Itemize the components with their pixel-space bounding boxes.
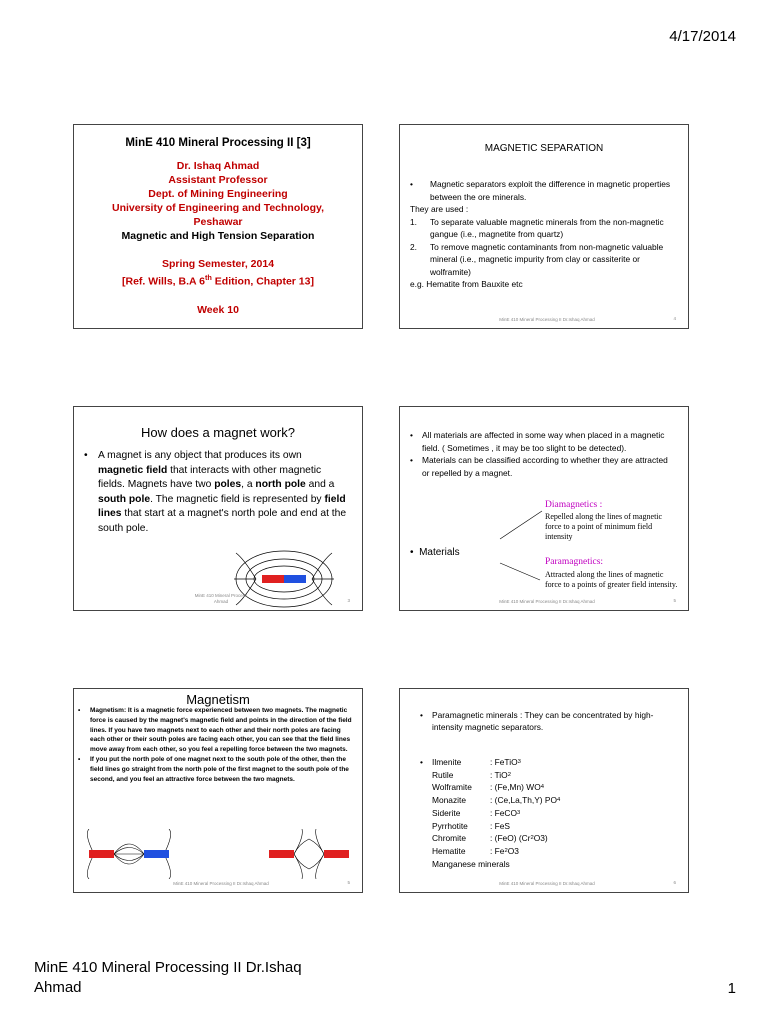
list-item: Monazite : (Ce,La,Th,Y) PO 4 bbox=[432, 795, 561, 806]
slide-magnetic-separation bbox=[399, 124, 689, 329]
list-item: Siderite : FeCO 3 bbox=[432, 807, 521, 818]
slide-footer: MinE 410 Mineral Process Ahmad bbox=[194, 593, 248, 604]
paramagnetics-title: Paramagnetics: bbox=[545, 557, 604, 567]
slide-footer: MinE 410 Mineral Processing II Dr.Ishaq Ahmad bbox=[499, 881, 595, 886]
topic: Magnetic and High Tension Separation bbox=[121, 230, 315, 242]
university-line2: Peshawar bbox=[193, 216, 243, 228]
slide-number: 4 bbox=[673, 316, 676, 321]
list-item: • If you put the north pole of one magnet next to the south pole of the other, then the field lines go straight from the north pole of the first magnet to the south pole of the second, and you feel an attractive force between the two magnets. bbox=[78, 755, 349, 783]
used-label: They are used : bbox=[410, 204, 469, 214]
page-number: 1 bbox=[727, 980, 736, 997]
list-item: • A magnet is any object that produces its own magnetic field that interacts with other magnetic fields. Magnets have two poles, a north pole and a south pole. The magnetic field is represented by field lines that start at a magnet's north pole and end at the south pole. bbox=[84, 450, 347, 534]
slide-how-magnet-works bbox=[73, 406, 363, 611]
list-item: • Materials can be classified according to whether they are attracted or repelled by a magnet. bbox=[410, 455, 668, 478]
slide1-title: MinE 410 Mineral Processing II [3] bbox=[125, 137, 311, 149]
university-line1: University of Engineering and Technology, bbox=[112, 202, 324, 214]
list-item: Manganese minerals bbox=[432, 858, 510, 869]
mineral-list bbox=[420, 756, 560, 870]
slide-footer: MinE 410 Mineral Processing II Dr.Ishaq Ahmad bbox=[173, 881, 269, 886]
slide3-title: How does a magnet work? bbox=[141, 425, 295, 440]
attract-diagram bbox=[84, 829, 174, 879]
list-item: • Ilmenite : FeTiO 3 bbox=[420, 757, 521, 767]
list-item: Pyrrhotite : FeS bbox=[432, 820, 511, 831]
repel-diagram bbox=[264, 829, 354, 879]
slide5-title: Magnetism bbox=[186, 692, 250, 707]
author: Dr. Ishaq Ahmad bbox=[176, 160, 260, 172]
list-item: Hematite : Fe 2 O3 bbox=[432, 845, 519, 856]
slide-number: 5 bbox=[347, 880, 350, 885]
position: Assistant Professor bbox=[168, 174, 268, 186]
slide-materials bbox=[399, 406, 689, 611]
list-item: Chromite : (FeO) (Cr 2 O3) bbox=[432, 833, 548, 844]
list-item: • All materials are affected in some way when placed in a magnetic field. ( Sometimes , it may be too slight to be detected). bbox=[410, 430, 665, 453]
list-item: • Magnetic separators exploit the difference in magnetic properties between the ore minerals. bbox=[410, 179, 671, 202]
materials-label: • Materials bbox=[410, 547, 460, 558]
slide-footer: MinE 410 Mineral Processing II Dr.Ishaq Ahmad bbox=[499, 317, 595, 322]
slide-number: 5 bbox=[673, 598, 676, 603]
list-item: • Magnetism: It is a magnetic force experienced between two magnets. The magnetic force is caused by the magnet's magnetic field and points in the direction of the field lines. If you have two magnets next to each other and their north poles are facing each other or their south poles are facing each other, you can see that the field lines move away from each other, so you feel a repelling force between the two magnets. bbox=[78, 707, 352, 754]
slide-magnetism bbox=[73, 688, 363, 893]
list-item: 2. To remove magnetic contaminants from non-magnetic valuable mineral (i.e., magnetic impurity from clay or cassiterite or wolframite) bbox=[410, 241, 664, 277]
diamagnetics-title: Diamagnetics : bbox=[545, 500, 603, 510]
slide-title bbox=[73, 124, 363, 329]
week: Week 10 bbox=[197, 303, 239, 316]
diamagnetics-desc: Repelled along the lines of magnetic force to a point of minimum field intensity bbox=[545, 512, 663, 541]
list-item: Rutile : TiO 2 bbox=[432, 769, 511, 780]
slide-footer: MinE 410 Mineral Processing II Dr.Ishaq Ahmad bbox=[499, 599, 595, 604]
slide-number: 6 bbox=[673, 880, 676, 885]
slide2-title: MAGNETIC SEPARATION bbox=[484, 143, 604, 154]
page-date: 4/17/2014 bbox=[669, 28, 736, 45]
list-item: 1. To separate valuable magnetic minerals from the non-magnetic gangue (i.e., magnetite from quartz) bbox=[410, 216, 664, 239]
page-footer: MinE 410 Mineral Processing II Dr.Ishaq Ahmad bbox=[34, 959, 302, 996]
semester: Spring Semester, 2014 bbox=[161, 258, 275, 270]
slide-paramagnetic-minerals bbox=[399, 688, 689, 893]
department: Dept. of Mining Engineering bbox=[148, 188, 288, 200]
slide-number: 3 bbox=[347, 598, 350, 603]
list-item: • Paramagnetic minerals : They can be concentrated by high-intensity magnetic separators. bbox=[420, 710, 654, 732]
reference: [Ref. Wills, B.A 6th Edition, Chapter 13] bbox=[122, 273, 314, 288]
list-item: Wolframite : (Fe,Mn) WO 4 bbox=[432, 782, 544, 793]
paramagnetics-desc: Attracted along the lines of magnetic force to a points of greater field intensity. bbox=[545, 570, 678, 589]
example: e.g. Hematite from Bauxite etc bbox=[410, 279, 523, 289]
